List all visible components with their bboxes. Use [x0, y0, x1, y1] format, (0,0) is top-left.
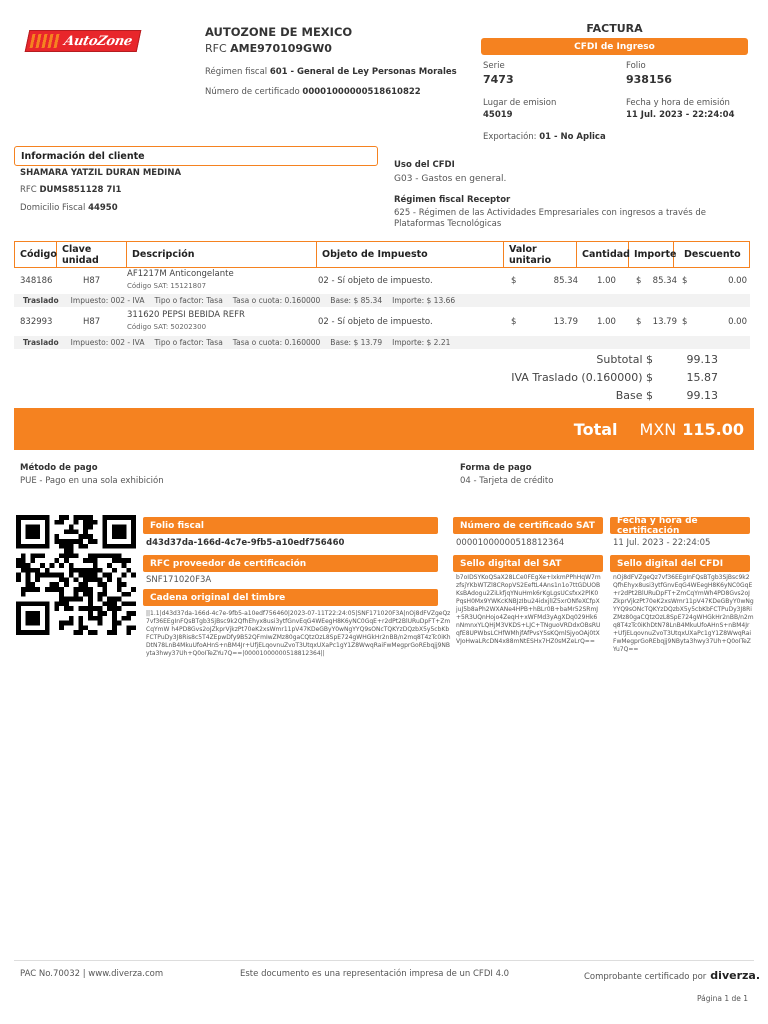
- cert-label: Número de certificado: [205, 87, 300, 97]
- cfdi-type-badge: CFDI de Ingreso: [481, 38, 748, 55]
- tax-tasa: Tasa o cuota: 0.160000: [232, 296, 321, 305]
- qr-code-icon: [16, 515, 136, 635]
- tax-base: Base: $ 85.34: [330, 296, 383, 305]
- metodo-pago-label: Método de pago: [20, 463, 98, 473]
- base-value: 99.13: [686, 389, 718, 402]
- base-label: Base $: [615, 389, 653, 402]
- rfc-proveedor-value: SNF171020F3A: [146, 575, 212, 585]
- cell-valor: 85.34: [553, 275, 578, 286]
- tax-impuesto: Impuesto: 002 - IVA: [70, 338, 145, 347]
- lugar-label: Lugar de emision: [483, 98, 557, 108]
- total-bar: [14, 408, 754, 450]
- folio-fiscal-value: d43d37da-166d-4c7e-9fb5-a10edf756460: [146, 538, 345, 548]
- export-label: Exportación:: [483, 132, 537, 142]
- total-value: 115.00: [682, 419, 744, 439]
- cell-descripcion: 311620 PEPSI BEBIDA REFR: [127, 310, 245, 320]
- tax-row: [14, 336, 750, 349]
- cell-descuento: 0.00: [728, 317, 747, 327]
- col-descripcion: Descripción: [127, 242, 317, 267]
- folio-label: Folio: [626, 61, 646, 71]
- subtotal-label: Subtotal $: [596, 353, 653, 366]
- folio-value: 938156: [626, 73, 672, 86]
- exportacion: [483, 132, 606, 142]
- cell-currency: $: [682, 317, 688, 327]
- cell-objeto: 02 - Sí objeto de impuesto.: [318, 275, 433, 286]
- iva-value: 15.87: [686, 371, 718, 384]
- cell-descuento: 0.00: [728, 275, 747, 286]
- cadena-original-value: ||1.1|d43d37da-166d-4c7e-9fb5-a10edf756460|2023-07-11T22:24:05|SNF171020F3A|nOj8dFVZgeQz7vf36EEgInFQsBTgb3SjBsc9k2QfhEhyx8usi3ytfGnvEqG4WEegH8K6yNC0GqE+r2dPt2BlURuDpFT+ZmCqYmW h4PD8Gvs2oJZkprVjkzPt70eK2xsWmr11pV47KDeGByY0wNgYYQ9sONcTQKYzDQzbX5y5cbKbFCTPuDy3J8Ris8c5T4ZEpwDfy9B52QFmIwZMz80gaCQtzOzL8SpE724gWHGkHr2nBB/n2mq8T4zTc0iKhDtN78LnB4MkuUfoAHnS+nBM4Jr+UfjELqovnuZvoT3UtqxUXaPc1gY1Z8WwqRaiFwMegprGoREbqjj9NByta3hwy37Uh+Q0oITeZYu7Q==|00001000000518812364||: [146, 610, 451, 657]
- footer-divider: [14, 960, 754, 961]
- export-value: 01 - No Aplica: [539, 132, 606, 142]
- cliente-rfc-label: RFC: [20, 185, 37, 195]
- tax-base: Base: $ 13.79: [330, 338, 383, 347]
- domicilio-label: Domicilio Fiscal: [20, 203, 86, 213]
- forma-pago-label: Forma de pago: [460, 463, 532, 473]
- cell-currency: $: [511, 275, 517, 286]
- cadena-original-header: Cadena original del timbre: [143, 589, 438, 606]
- cliente-rfc-value: DUMS851128 7I1: [39, 185, 122, 195]
- cell-cantidad: 1.00: [597, 317, 616, 327]
- col-objeto-impuesto: Objeto de Impuesto: [317, 242, 504, 267]
- rfc-value: AME970109GW0: [230, 42, 332, 55]
- emisor-rfc: [205, 42, 332, 55]
- uso-cfdi-value: G03 - Gastos en general.: [394, 174, 507, 184]
- cell-clave: H87: [83, 275, 101, 286]
- cell-clave: H87: [83, 317, 101, 327]
- sello-cfdi-header: Sello digital del CFDI: [610, 555, 750, 572]
- sello-cfdi-value: nOj8dFVZgeQz7vf36EEgInFQsBTgb3SjBsc9k2QfhEhyx8usi3ytfGnvEqG4WEegH8K6yNC0GqE+r2dPt2BlURuDpFT+ZmCqYmWh4PD8Gvs2oJZkprVjkzPt70eK2xsWmr11pV47KDeGByY0wNgYYQ9sONcTQKYzDQzbX5y5cbKbFCTPuDy3J8RiZMz80gaCQtzOzL8SpE724gWHGkHr2nBB/n2mq8T4zTc0iKhDtN78LnB4MkuUfoAHnS+nBM4Jr+UfjELqovnuZvoT3UtqxUXaPc1gY1Z8WwqRaiFwMegprGoREbqjj9NByta3hwy37Uh+Q0oITeZYu7Q==: [613, 574, 754, 653]
- col-cantidad: Cantidad: [577, 242, 629, 267]
- footer-pac: PAC No.70032 | www.diverza.com: [20, 969, 164, 979]
- tax-tipo: Traslado: [23, 338, 59, 347]
- diverza-logo: diverza.: [710, 969, 761, 982]
- cell-cantidad: 1.00: [597, 275, 616, 286]
- footer-note: Este documento es una representación impresa de un CFDI 4.0: [240, 969, 510, 979]
- certified-by-label: Comprobante certificado por: [584, 972, 707, 982]
- cell-valor: 13.79: [553, 317, 578, 327]
- fecha-value: 11 Jul. 2023 - 22:24:04: [626, 110, 735, 120]
- regimen-receptor-label: Régimen fiscal Receptor: [394, 195, 511, 205]
- table-row: [14, 309, 750, 335]
- cell-currency: $: [636, 317, 642, 327]
- regimen-value: 601 - General de Ley Personas Morales: [269, 67, 457, 77]
- tax-impuesto: Impuesto: 002 - IVA: [70, 296, 145, 305]
- fecha-cert-header: Fecha y hora de certificación: [610, 517, 750, 534]
- footer-certified: [584, 969, 760, 982]
- items-table-header: [14, 241, 750, 268]
- serie-value: 7473: [483, 73, 514, 86]
- fecha-cert-value: 11 Jul. 2023 - 22:24:05: [613, 538, 711, 548]
- metodo-pago-value: PUE - Pago en una sola exhibición: [20, 476, 164, 486]
- fecha-label: Fecha y hora de emisión: [626, 98, 730, 108]
- cell-importe: 85.34: [652, 275, 677, 286]
- cell-codigo-sat: Código SAT: 15121807: [127, 282, 207, 290]
- col-importe: Importe: [629, 242, 674, 267]
- table-row: [14, 268, 750, 293]
- cell-objeto: 02 - Sí objeto de impuesto.: [318, 317, 433, 327]
- factura-title: FACTURA: [586, 22, 643, 35]
- tax-tipo: Traslado: [23, 296, 59, 305]
- emisor-regimen: [205, 67, 457, 77]
- col-codigo: Código: [15, 242, 57, 267]
- regimen-receptor-value: 625 - Régimen de las Actividades Empresariales con ingresos a través de Plataformas Tecnológicas: [394, 208, 706, 229]
- col-descuento: Descuento: [684, 249, 741, 260]
- logo-stripes: [30, 34, 61, 48]
- uso-cfdi-label: Uso del CFDI: [394, 160, 455, 170]
- subtotal-value: 99.13: [686, 353, 718, 366]
- serie-label: Serie: [483, 61, 505, 71]
- sello-sat-value: b7oIDSYKoQSaX28LCe0FEgXe+IxkmPPhHqW7mzfsjYKbWTZl8CRopVS2EeftL4Ans1n1o7ttGDUOBKsBAdogu2ZiLkfjqYNuHmk6rKgLgsUCsfxx2PlK0PqsH0Mx9YWKcKNBJzIbu24idxjlIZ5xrONfeXCfpXjuJ5b8aPh2WXANe4HPB+hBLr0B+baMr52SRmJ+5R3UQnHojo4ZeqH+xWFMd3yAgXDq029Hk6nNmnxYLQHjM3VKDS+LJC+TNguoVRDdxOBsRUqfE8UPWbsLCHfWMhjfAfPvsY5sKQmlSjyoOAj0tXVJoHwaLRcDN4x88mNtESHx7HZ0sMZeLrQ==: [456, 574, 601, 645]
- cell-importe: 13.79: [652, 317, 677, 327]
- tax-row: [14, 294, 750, 307]
- rfc-proveedor-header: RFC proveedor de certificación: [143, 555, 438, 572]
- forma-pago-value: 04 - Tarjeta de crédito: [460, 476, 554, 486]
- emisor-certificado: [205, 87, 421, 97]
- page-number: Página 1 de 1: [696, 994, 748, 1003]
- col-clave-unidad: Clave unidad: [57, 242, 127, 267]
- lugar-value: 45019: [483, 110, 513, 120]
- cell-currency: $: [682, 275, 688, 286]
- regimen-label: Régimen fiscal: [205, 67, 268, 77]
- folio-fiscal-header: Folio fiscal: [143, 517, 438, 534]
- cell-currency: $: [511, 317, 517, 327]
- iva-label: IVA Traslado (0.160000) $: [511, 371, 653, 384]
- domicilio-value: 44950: [88, 203, 118, 213]
- cell-descripcion: AF1217M Anticongelante: [127, 269, 234, 279]
- sello-sat-header: Sello digital del SAT: [453, 555, 603, 572]
- cert-sat-value: 00001000000518812364: [456, 538, 565, 548]
- total-label: Total: [573, 419, 618, 439]
- cell-codigo-sat: Código SAT: 50202300: [127, 323, 207, 331]
- total-currency: MXN: [639, 419, 677, 439]
- tax-importe: Importe: $ 2.21: [392, 338, 451, 347]
- tax-factor: Tipo o factor: Tasa: [154, 338, 223, 347]
- cliente-name: SHAMARA YATZIL DURAN MEDINA: [20, 168, 182, 178]
- cell-codigo: 832993: [20, 317, 53, 327]
- cliente-domicilio: [20, 203, 118, 213]
- tax-factor: Tipo o factor: Tasa: [154, 296, 223, 305]
- logo-text: AutoZone: [62, 33, 134, 49]
- rfc-label: RFC: [205, 42, 227, 55]
- company-name: AUTOZONE DE MEXICO: [205, 25, 353, 39]
- tax-importe: Importe: $ 13.66: [392, 296, 456, 305]
- autozone-logo: [25, 30, 142, 52]
- tax-tasa: Tasa o cuota: 0.160000: [232, 338, 321, 347]
- cell-codigo: 348186: [20, 275, 53, 286]
- col-valor-unitario: Valor unitario: [504, 242, 577, 267]
- cert-value: 00001000000518610822: [302, 87, 421, 97]
- cliente-rfc: [20, 185, 121, 195]
- cell-currency: $: [636, 275, 642, 286]
- cliente-section-title: Información del cliente: [14, 146, 378, 166]
- cert-sat-header: Número de certificado SAT: [453, 517, 603, 534]
